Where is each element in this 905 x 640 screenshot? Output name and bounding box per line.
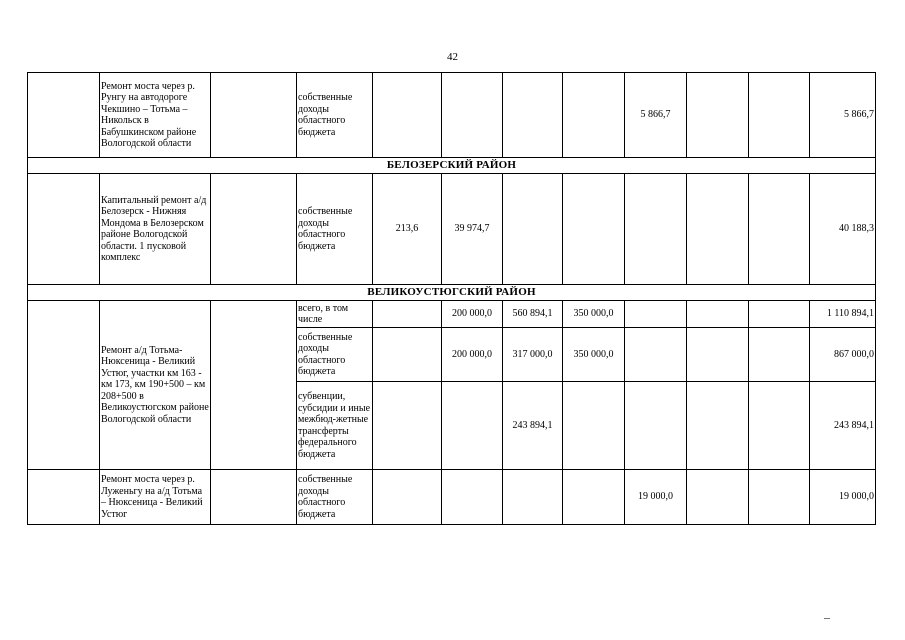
table-row [28,174,876,285]
value-cell [563,382,625,470]
district-title: ВЕЛИКОУСТЮГСКИЙ РАЙОН [28,285,876,301]
value-cell [749,301,810,328]
value-cell [373,470,442,525]
object-name-cell: Ремонт а/д Тотьма-Нюксеница - Великий Устюг, участки км 163 - км 173, км 190+500 – км 208+500 в Великоустюгском районе Вологодской области [100,301,211,470]
value-cell [749,470,810,525]
value-cell: 350 000,0 [563,301,625,328]
value-cell [687,73,749,158]
value-cell [373,328,442,382]
value-cell [442,73,503,158]
funding-source-cell: собственные доходы областного бюджета [297,328,373,382]
value-cell: 200 000,0 [442,301,503,328]
district-header-row [28,285,876,301]
value-cell [687,301,749,328]
value-cell [503,470,563,525]
empty-cell [28,174,100,285]
page-number: 42 [447,51,458,63]
value-cell [442,470,503,525]
value-cell: 19 000,0 [625,470,687,525]
value-cell [749,328,810,382]
budget-table [27,72,876,525]
value-cell [373,73,442,158]
value-cell: 5 866,7 [625,73,687,158]
empty-cell [28,470,100,525]
empty-cell [211,470,297,525]
total-cell: 243 894,1 [810,382,876,470]
table-row [28,301,876,328]
empty-cell [28,301,100,470]
district-header-row [28,158,876,174]
value-cell: 317 000,0 [503,328,563,382]
table-row [28,470,876,525]
empty-cell [211,301,297,470]
empty-cell [211,73,297,158]
value-cell: 350 000,0 [563,328,625,382]
value-cell: 560 894,1 [503,301,563,328]
value-cell [625,328,687,382]
value-cell [749,382,810,470]
funding-source-cell: собственные доходы областного бюджета [297,470,373,525]
empty-cell [28,73,100,158]
funding-source-cell: собственные доходы областного бюджета [297,174,373,285]
total-cell: 1 110 894,1 [810,301,876,328]
value-cell [687,470,749,525]
object-name-cell: Ремонт моста через р. Луженьгу на а/д Тотьма – Нюксеница - Великий Устюг [100,470,211,525]
value-cell [625,382,687,470]
total-cell: 867 000,0 [810,328,876,382]
funding-source-cell: собственные доходы областного бюджета [297,73,373,158]
total-cell: 5 866,7 [810,73,876,158]
value-cell [563,470,625,525]
value-cell [749,73,810,158]
value-cell [687,328,749,382]
object-name-cell: Ремонт моста через р. Рунгу на автодороге Чекшино – Тотьма – Никольск в Бабушкинском районе Вологодской области [100,73,211,158]
value-cell [373,382,442,470]
value-cell [625,301,687,328]
table-row [28,73,876,158]
value-cell: 39 974,7 [442,174,503,285]
value-cell [442,382,503,470]
empty-cell [211,174,297,285]
value-cell [563,174,625,285]
value-cell [503,174,563,285]
object-name-cell: Капитальный ремонт а/д Белозерск - Нижняя Мондома в Белозерском районе Вологодской области. 1 пусковой комплекс [100,174,211,285]
total-cell: 19 000,0 [810,470,876,525]
district-title: БЕЛОЗЕРСКИЙ РАЙОН [28,158,876,174]
value-cell: 200 000,0 [442,328,503,382]
total-cell: 40 188,3 [810,174,876,285]
scan-mark [824,618,830,619]
value-cell [503,73,563,158]
value-cell: 243 894,1 [503,382,563,470]
funding-source-cell: всего, в том числе [297,301,373,328]
value-cell [687,174,749,285]
value-cell [749,174,810,285]
value-cell [687,382,749,470]
value-cell [563,73,625,158]
value-cell [625,174,687,285]
value-cell: 213,6 [373,174,442,285]
funding-source-cell: субвенции, субсидии и иные межбюд-жетные трансферты федерального бюджета [297,382,373,470]
value-cell [373,301,442,328]
